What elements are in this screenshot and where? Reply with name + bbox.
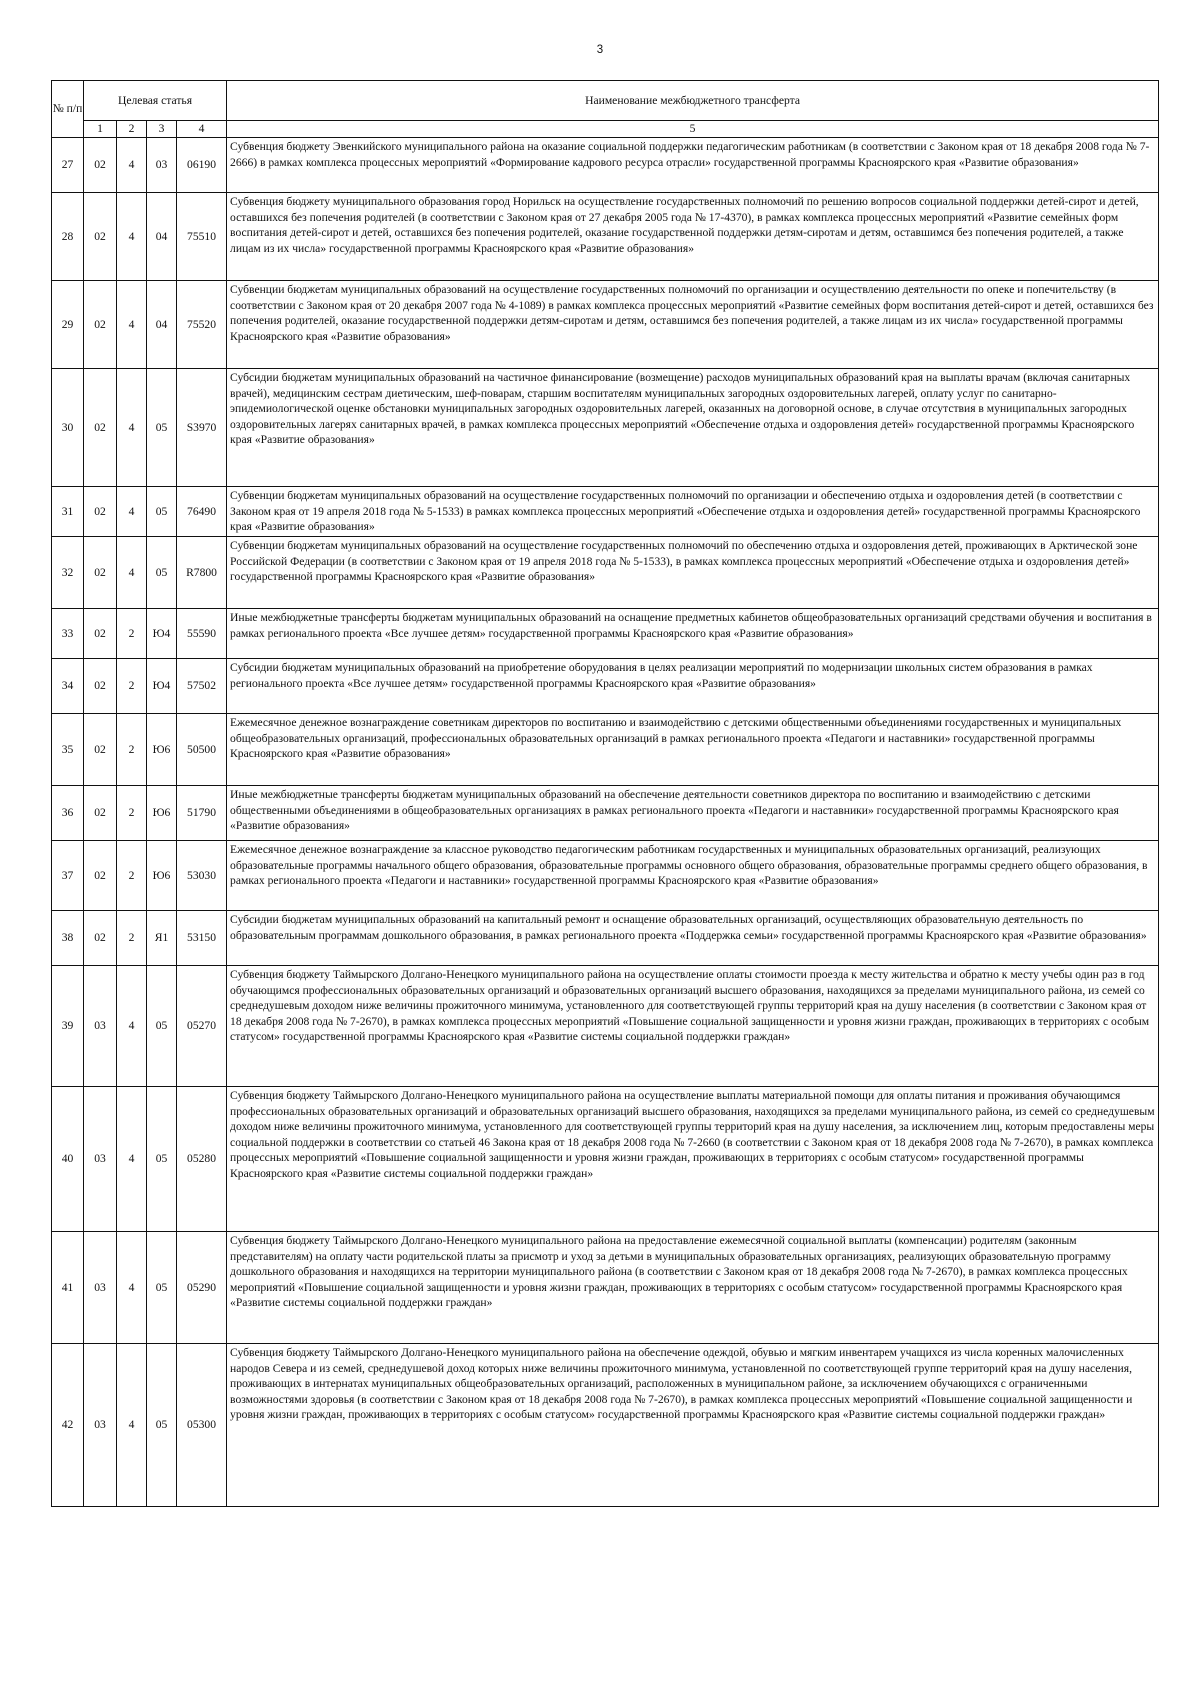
transfer-name: Субвенция бюджету Таймырского Долгано-Ненецкого муниципального района на предоставление ежемесячной социальной выплаты (компенсации) родителям (законным представителям) на оплату части родительской платы за присмотр и уход за детьми в муниципальных образовательных организациях, реализующих образовательную программу дошкольного образования и находящихся на территории муниципального района (в соответствии с Законом края от 18 декабря 2008 года № 7-2670), в рамках комплекса процессных мероприятий «Повышение социальной защищенности и уровня жизни граждан, проживающих в территориях с особым статусом» государственной программы Красноярского края «Развитие системы социальной поддержки граждан» <box>227 1232 1159 1344</box>
code-subprogram: 2 <box>117 911 147 966</box>
page-number: 3 <box>596 44 604 56</box>
row-number: 30 <box>52 369 84 487</box>
table-row <box>52 537 1159 609</box>
table-row <box>52 786 1159 841</box>
code-subprogram: 4 <box>117 966 147 1087</box>
table-row <box>52 193 1159 281</box>
code-program: 02 <box>84 911 117 966</box>
table-row <box>52 659 1159 714</box>
code-direction: 51790 <box>177 786 227 841</box>
code-event: 04 <box>147 281 177 369</box>
code-event: Ю6 <box>147 786 177 841</box>
table-row <box>52 138 1159 193</box>
code-program: 02 <box>84 369 117 487</box>
code-direction: 57502 <box>177 659 227 714</box>
row-number: 29 <box>52 281 84 369</box>
code-event: Ю4 <box>147 659 177 714</box>
table-body <box>52 138 1159 1507</box>
code-program: 02 <box>84 609 117 659</box>
code-subprogram: 2 <box>117 659 147 714</box>
table-row <box>52 1087 1159 1232</box>
row-number: 33 <box>52 609 84 659</box>
code-subprogram: 2 <box>117 786 147 841</box>
row-number: 28 <box>52 193 84 281</box>
code-event: 05 <box>147 537 177 609</box>
code-subprogram: 4 <box>117 369 147 487</box>
transfer-name: Субвенция бюджету Таймырского Долгано-Ненецкого муниципального района на осуществление оплаты стоимости проезда к месту жительства и обратно к месту учебы один раз в год обучающимся профессиональных образовательных организаций и образовательных организаций высшего образования, находящихся за пределами муниципального района, из семей со среднедушевым доходом ниже величины прожиточного минимума, установленного для соответствующей группы территорий края на душу населения (в соответствии с Законом края от 18 декабря 2008 года № 7-2670), в рамках комплекса процессных мероприятий «Повышение социальной защищенности и уровня жизни граждан, проживающих в территориях с особым статусом» государственной программы Красноярского края «Развитие системы социальной поддержки граждан» <box>227 966 1159 1087</box>
code-subprogram: 4 <box>117 1232 147 1344</box>
code-subprogram: 4 <box>117 138 147 193</box>
table-row <box>52 609 1159 659</box>
code-program: 02 <box>84 281 117 369</box>
header-col-1: 1 <box>84 121 117 138</box>
code-direction: 75510 <box>177 193 227 281</box>
table-row <box>52 911 1159 966</box>
code-direction: 06190 <box>177 138 227 193</box>
code-program: 02 <box>84 714 117 786</box>
code-program: 03 <box>84 1344 117 1507</box>
code-event: 05 <box>147 1344 177 1507</box>
code-direction: R7800 <box>177 537 227 609</box>
code-program: 03 <box>84 966 117 1087</box>
code-direction: 05290 <box>177 1232 227 1344</box>
code-program: 03 <box>84 1087 117 1232</box>
code-subprogram: 2 <box>117 714 147 786</box>
header-col-4: 4 <box>177 121 227 138</box>
row-number: 36 <box>52 786 84 841</box>
row-number: 39 <box>52 966 84 1087</box>
code-program: 03 <box>84 1232 117 1344</box>
transfer-name: Субвенция бюджету муниципального образования город Норильск на осуществление государственных полномочий по решению вопросов социальной поддержки детей-сирот и детей, оставшихся без попечения родителей (в соответствии с Законом края от 27 декабря 2005 года № 17-4370), в рамках комплекса процессных мероприятий «Развитие семейных форм воспитания детей-сирот и детей, оставшихся без попечения родителей, оказание государственной поддержки детям-сиротам и детям, оставшимся без попечения родителей, а также лицам из их числа» государственной программы Красноярского края «Развитие образования» <box>227 193 1159 281</box>
header-col-numbers-row <box>52 121 1159 138</box>
code-event: 05 <box>147 966 177 1087</box>
transfer-name: Субвенции бюджетам муниципальных образований на осуществление государственных полномочий по организации и осуществлению деятельности по опеке и попечительству (в соответствии с Законом края от 20 декабря 2007 года № 4-1089) в рамках комплекса процессных мероприятий «Развитие семейных форм воспитания детей-сирот и детей, оставшихся без попечения родителей, оказание государственной поддержки детям-сиротам и детям, оставшимся без попечения родителей, а также лицам из их числа» государственной программы Красноярского края «Развитие образования» <box>227 281 1159 369</box>
code-direction: 55590 <box>177 609 227 659</box>
code-subprogram: 4 <box>117 1087 147 1232</box>
code-direction: 05300 <box>177 1344 227 1507</box>
table-row <box>52 1344 1159 1507</box>
header-col-5: 5 <box>227 121 1159 138</box>
code-subprogram: 2 <box>117 841 147 911</box>
code-event: 05 <box>147 1087 177 1232</box>
table-row <box>52 714 1159 786</box>
row-number: 42 <box>52 1344 84 1507</box>
transfer-name: Ежемесячное денежное вознаграждение за классное руководство педагогическим работникам государственных и муниципальных образовательных организаций, реализующих образовательные программы начального общего образования, образовательные программы основного общего образования, образовательные программы среднего общего образования, в рамках регионального проекта «Педагоги и наставники» государственной программы Красноярского края «Развитие образования» <box>227 841 1159 911</box>
row-number: 27 <box>52 138 84 193</box>
code-subprogram: 4 <box>117 537 147 609</box>
table-row <box>52 487 1159 537</box>
transfer-name: Субсидии бюджетам муниципальных образований на частичное финансирование (возмещение) расходов муниципальных образований края на выплаты врачам (включая санитарных врачей), медицинским сестрам диетическим, шеф-поварам, старшим воспитателям муниципальных загородных оздоровительных лагерей, оплату услуг по санитарно-эпидемиологической оценке обстановки муниципальных загородных оздоровительных лагерей, оказанных на договорной основе, в случае отсутствия в муниципальных загородных оздоровительных лагерях санитарных врачей, в рамках комплекса процессных мероприятий «Обеспечение отдыха и оздоровления детей» государственной программы Красноярского края «Развитие образования» <box>227 369 1159 487</box>
code-program: 02 <box>84 138 117 193</box>
transfer-name: Субвенция бюджету Таймырского Долгано-Ненецкого муниципального района на осуществление выплаты материальной помощи для оплаты питания и проживания обучающимся профессиональных образовательных организаций и образовательных организаций высшего образования, находящихся за пределами муниципального района, из семей со среднедушевым доходом ниже величины прожиточного минимума, установленного для соответствующей группы территорий края на душу населения, за исключением лиц, которым предоставлены меры социальной поддержки в соответствии со статьей 46 Закона края от 18 декабря 2008 года № 7-2660 (в соответствии с Законом края от 18 декабря 2008 года № 7-2670), в рамках комплекса процессных мероприятий «Повышение социальной защищенности и уровня жизни граждан, проживающих в территориях с особым статусом» государственной программы Красноярского края «Развитие системы социальной поддержки граждан» <box>227 1087 1159 1232</box>
transfer-name: Субвенции бюджетам муниципальных образований на осуществление государственных полномочий по организации и обеспечению отдыха и оздоровления детей (в соответствии с Законом края от 19 апреля 2018 года № 5-1533) в рамках комплекса процессных мероприятий «Обеспечение отдыха и оздоровления детей» государственной программы Красноярского края «Развитие образования» <box>227 487 1159 537</box>
code-subprogram: 2 <box>117 609 147 659</box>
row-number: 41 <box>52 1232 84 1344</box>
transfer-name: Субвенция бюджету Эвенкийского муниципального района на оказание социальной поддержки педагогическим работникам (в соответствии с Законом края от 18 декабря 2008 года № 7-2666) в рамках комплекса процессных мероприятий «Формирование кадрового ресурса отрасли» государственной программы Красноярского края «Развитие образования» <box>227 138 1159 193</box>
code-direction: 05280 <box>177 1087 227 1232</box>
header-transfer-name: Наименование межбюджетного трансферта <box>227 81 1159 121</box>
code-event: Ю6 <box>147 841 177 911</box>
transfer-name: Ежемесячное денежное вознаграждение советникам директоров по воспитанию и взаимодействию с детскими общественными объединениями государственных и муниципальных общеобразовательных организаций, профессиональных образовательных организаций в рамках регионального проекта «Педагоги и наставники» государственной программы Красноярского края «Развитие образования» <box>227 714 1159 786</box>
header-row <box>52 81 1159 121</box>
code-direction: 50500 <box>177 714 227 786</box>
row-number: 37 <box>52 841 84 911</box>
code-program: 02 <box>84 659 117 714</box>
table-row <box>52 281 1159 369</box>
row-number: 40 <box>52 1087 84 1232</box>
row-number: 38 <box>52 911 84 966</box>
row-number: 34 <box>52 659 84 714</box>
code-program: 02 <box>84 193 117 281</box>
code-event: Я1 <box>147 911 177 966</box>
code-event: 05 <box>147 487 177 537</box>
code-direction: 53150 <box>177 911 227 966</box>
code-event: Ю6 <box>147 714 177 786</box>
code-program: 02 <box>84 786 117 841</box>
table-row <box>52 1232 1159 1344</box>
code-event: 03 <box>147 138 177 193</box>
header-number: № п/п <box>52 81 84 138</box>
transfer-name: Субсидии бюджетам муниципальных образований на приобретение оборудования в целях реализации мероприятий по модернизации школьных систем образования в рамках регионального проекта «Все лучшее детям» государственной программы Красноярского края «Развитие образования» <box>227 659 1159 714</box>
transfer-name: Иные межбюджетные трансферты бюджетам муниципальных образований на оснащение предметных кабинетов общеобразовательных организаций средствами обучения и воспитания в рамках регионального проекта «Все лучшее детям» государственной программы Красноярского края «Развитие образования» <box>227 609 1159 659</box>
transfer-name: Иные межбюджетные трансферты бюджетам муниципальных образований на обеспечение деятельности советников директора по воспитанию и взаимодействию с детскими общественными объединениями в общеобразовательных организациях в рамках регионального проекта «Педагоги и наставники» государственной программы Красноярского края «Развитие образования» <box>227 786 1159 841</box>
code-direction: 53030 <box>177 841 227 911</box>
code-direction: S3970 <box>177 369 227 487</box>
code-program: 02 <box>84 841 117 911</box>
transfer-name: Субсидии бюджетам муниципальных образований на капитальный ремонт и оснащение образовательных организаций, осуществляющих образовательную деятельность по образовательным программам дошкольного образования, в рамках регионального проекта «Поддержка семьи» государственной программы Красноярского края «Развитие образования» <box>227 911 1159 966</box>
code-event: 05 <box>147 369 177 487</box>
header-target-article: Целевая статья <box>84 81 227 121</box>
header-col-3: 3 <box>147 121 177 138</box>
table-row <box>52 966 1159 1087</box>
table-row <box>52 841 1159 911</box>
code-subprogram: 4 <box>117 281 147 369</box>
code-program: 02 <box>84 537 117 609</box>
table-row <box>52 369 1159 487</box>
row-number: 32 <box>52 537 84 609</box>
code-direction: 05270 <box>177 966 227 1087</box>
transfer-name: Субвенции бюджетам муниципальных образований на осуществление государственных полномочий по обеспечению отдыха и оздоровления детей, проживающих в Арктической зоне Российской Федерации (в соответствии с Законом края от 19 апреля 2018 года № 5-1533), в рамках комплекса процессных мероприятий «Обеспечение отдыха и оздоровления детей» государственной программы Красноярского края «Развитие образования» <box>227 537 1159 609</box>
code-direction: 75520 <box>177 281 227 369</box>
code-subprogram: 4 <box>117 487 147 537</box>
row-number: 31 <box>52 487 84 537</box>
transfer-name: Субвенция бюджету Таймырского Долгано-Ненецкого муниципального района на обеспечение одеждой, обувью и мягким инвентарем учащихся из числа коренных малочисленных народов Севера и из семей, среднедушевой доход которых ниже величины прожиточного минимума, установленной по соответствующей группе территорий края на душу населения, проживающих в интернатах муниципальных общеобразовательных организаций, расположенных в муниципальном районе, за исключением обучающихся с ограниченными возможностями здоровья (в соответствии с Законом края от 18 декабря 2008 года № 7-2670), в рамках комплекса процессных мероприятий «Повышение социальной защищенности и уровня жизни граждан, проживающих в территориях с особым статусом» государственной программы Красноярского края «Развитие системы социальной поддержки граждан» <box>227 1344 1159 1507</box>
code-event: Ю4 <box>147 609 177 659</box>
header-col-2: 2 <box>117 121 147 138</box>
row-number: 35 <box>52 714 84 786</box>
code-direction: 76490 <box>177 487 227 537</box>
code-event: 04 <box>147 193 177 281</box>
transfers-table <box>51 80 1159 1507</box>
code-subprogram: 4 <box>117 1344 147 1507</box>
code-program: 02 <box>84 487 117 537</box>
code-subprogram: 4 <box>117 193 147 281</box>
code-event: 05 <box>147 1232 177 1344</box>
